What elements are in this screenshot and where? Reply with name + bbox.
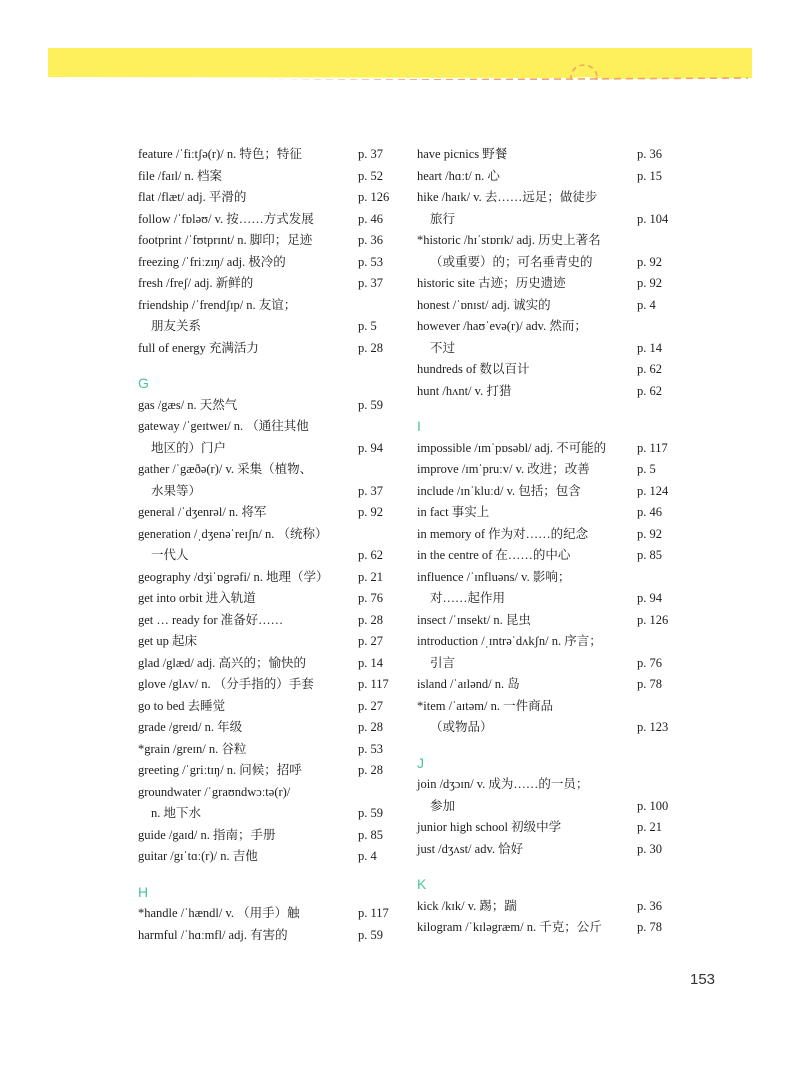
page-reference: p. 21 bbox=[358, 569, 383, 584]
page-reference: p. 78 bbox=[637, 920, 662, 934]
glossary-entry bbox=[138, 631, 388, 653]
glossary-entry bbox=[138, 459, 388, 502]
entry-text: 不过 bbox=[430, 340, 456, 355]
glossary-entry bbox=[417, 817, 667, 839]
entry-line bbox=[417, 295, 667, 317]
glossary-entry bbox=[417, 917, 667, 939]
entry-text: historic site 古迹；历史遗迹 bbox=[417, 276, 566, 290]
glossary-entry bbox=[417, 187, 667, 230]
page-reference: p. 104 bbox=[637, 211, 669, 226]
page-reference: p. 59 bbox=[358, 927, 383, 942]
page-reference: p. 59 bbox=[358, 806, 383, 820]
entry-line bbox=[417, 438, 667, 460]
entry-text: 一代人 bbox=[151, 548, 189, 562]
page-reference: p. 53 bbox=[358, 741, 383, 756]
page-reference: p. 94 bbox=[358, 440, 383, 455]
page-reference: p. 28 bbox=[358, 340, 383, 355]
entry-text: join /dʒɔɪn/ v. 成为……的一员； bbox=[417, 777, 589, 791]
page-reference: p. 4 bbox=[637, 297, 656, 312]
page-reference: p. 94 bbox=[637, 591, 662, 605]
glossary-entry bbox=[417, 839, 667, 861]
page-reference: p. 46 bbox=[358, 211, 383, 226]
entry-text: get … ready for 准备好…… bbox=[138, 612, 284, 627]
entry-text: general /ˈdʒenrəl/ n. 将军 bbox=[138, 505, 267, 519]
section-letter-heading: H bbox=[138, 883, 149, 900]
glossary-entry bbox=[417, 316, 667, 359]
entry-line bbox=[138, 273, 388, 295]
entry-text: just /dʒʌst/ adv. 恰好 bbox=[417, 841, 524, 856]
glossary-entry bbox=[138, 846, 388, 868]
entry-text: 旅行 bbox=[430, 211, 456, 226]
entry-line bbox=[138, 524, 388, 546]
entry-line bbox=[417, 631, 667, 653]
entry-continuation-line bbox=[138, 316, 388, 338]
entry-line bbox=[138, 846, 388, 868]
entry-continuation-line bbox=[138, 481, 388, 503]
entry-text: heart /hɑːt/ n. 心 bbox=[417, 168, 500, 183]
entry-continuation-line bbox=[417, 252, 667, 274]
page-reference: p. 62 bbox=[637, 362, 662, 376]
glossary-entry bbox=[417, 774, 667, 817]
page-reference: p. 92 bbox=[637, 526, 662, 541]
entry-continuation-line bbox=[138, 803, 388, 825]
entry-line bbox=[138, 782, 388, 804]
entry-text: kick /kɪk/ v. 踢；踹 bbox=[417, 898, 517, 913]
glossary-entry bbox=[138, 295, 388, 338]
glossary-entry bbox=[417, 230, 667, 273]
entry-continuation-line bbox=[417, 717, 667, 739]
glossary-entry bbox=[417, 545, 667, 567]
glossary-entry bbox=[138, 696, 388, 718]
glossary-entry bbox=[417, 631, 667, 674]
entry-text: generation /ˌdʒenəˈreɪʃn/ n. （统称） bbox=[138, 526, 328, 541]
entry-text: kilogram /ˈkɪləgræm/ n. 千克；公斤 bbox=[417, 920, 602, 934]
entry-line bbox=[138, 925, 388, 947]
entry-line bbox=[417, 610, 667, 632]
entry-line bbox=[417, 187, 667, 209]
entry-line bbox=[138, 653, 388, 675]
glossary-entry bbox=[417, 481, 667, 503]
entry-text: glad /glæd/ adj. 高兴的；愉快的 bbox=[138, 655, 307, 670]
entry-text: 引言 bbox=[430, 655, 456, 670]
right-index-column bbox=[417, 144, 667, 939]
page-reference: p. 5 bbox=[358, 319, 377, 333]
entry-text: （或重要）的；可名垂青史的 bbox=[430, 254, 593, 269]
entry-text: hundreds of 数以百计 bbox=[417, 362, 530, 376]
entry-text: greeting /ˈgriːtɪŋ/ n. 问候；招呼 bbox=[138, 763, 302, 777]
glossary-entry bbox=[138, 760, 388, 782]
page-reference: p. 37 bbox=[358, 483, 383, 498]
entry-text: get up 起床 bbox=[138, 634, 198, 648]
entry-text: full of energy 充满活力 bbox=[138, 340, 259, 355]
entry-text: gateway /ˈgeɪtweɪ/ n. （通往其他 bbox=[138, 419, 309, 433]
entry-text: flat /flæt/ adj. 平滑的 bbox=[138, 190, 247, 204]
entry-text: insect /ˈɪnsekt/ n. 昆虫 bbox=[417, 612, 531, 627]
section-letter-heading: K bbox=[417, 876, 427, 892]
entry-text: junior high school 初级中学 bbox=[417, 820, 562, 834]
entry-continuation-line bbox=[417, 588, 667, 610]
entry-line bbox=[138, 338, 388, 360]
glossary-entry bbox=[138, 739, 388, 761]
entry-text: in the centre of 在……的中心 bbox=[417, 548, 571, 562]
entry-line bbox=[417, 316, 667, 338]
entry-text: guide /gaɪd/ n. 指南；手册 bbox=[138, 827, 276, 842]
glossary-entry bbox=[417, 502, 667, 524]
entry-line bbox=[417, 166, 667, 188]
entry-line bbox=[417, 459, 667, 481]
entry-line bbox=[417, 567, 667, 589]
left-index-column bbox=[138, 144, 388, 946]
entry-line bbox=[138, 252, 388, 274]
entry-line bbox=[417, 545, 667, 567]
glossary-entry bbox=[138, 395, 388, 417]
entry-line bbox=[417, 674, 667, 696]
entry-line bbox=[138, 230, 388, 252]
glossary-entry bbox=[138, 230, 388, 252]
entry-line bbox=[138, 166, 388, 188]
page-reference: p. 46 bbox=[637, 505, 662, 519]
banner-graphic bbox=[48, 48, 752, 80]
entry-text: however /haʊˈevə(r)/ adv. 然而； bbox=[417, 319, 587, 333]
entry-text: groundwater /ˈgraʊndwɔːtə(r)/ bbox=[138, 784, 291, 799]
entry-text: have picnics 野餐 bbox=[417, 147, 508, 161]
entry-line bbox=[138, 825, 388, 847]
entry-text: file /faɪl/ n. 档案 bbox=[138, 168, 223, 183]
glossary-entry bbox=[138, 825, 388, 847]
page-reference: p. 76 bbox=[358, 591, 383, 605]
glossary-entry bbox=[417, 166, 667, 188]
page-reference: p. 62 bbox=[358, 548, 383, 562]
entry-line bbox=[138, 903, 388, 925]
entry-text: impossible /ɪmˈpɒsəbl/ adj. 不可能的 bbox=[417, 440, 607, 455]
entry-text: *handle /ˈhændl/ v. （用手）触 bbox=[138, 906, 300, 920]
entry-text: harmful /ˈhɑːmfl/ adj. 有害的 bbox=[138, 927, 288, 942]
glossary-entry bbox=[417, 144, 667, 166]
entry-line bbox=[138, 674, 388, 696]
page-reference: p. 62 bbox=[637, 383, 662, 398]
page-reference: p. 27 bbox=[358, 698, 383, 713]
glossary-entry bbox=[138, 782, 388, 825]
glossary-entry bbox=[138, 567, 388, 589]
entry-text: in memory of 作为对……的纪念 bbox=[417, 526, 589, 541]
entry-line bbox=[138, 760, 388, 782]
glossary-entry bbox=[417, 696, 667, 739]
glossary-entry bbox=[138, 903, 388, 925]
entry-line bbox=[417, 917, 667, 939]
entry-line bbox=[417, 381, 667, 403]
entry-text: go to bed 去睡觉 bbox=[138, 698, 226, 713]
entry-line bbox=[138, 209, 388, 231]
glossary-entry bbox=[138, 925, 388, 947]
page-reference: p. 5 bbox=[637, 462, 656, 476]
entry-line bbox=[138, 502, 388, 524]
page-reference: p. 21 bbox=[637, 820, 662, 834]
page-reference: p. 78 bbox=[637, 677, 662, 691]
entry-line bbox=[417, 817, 667, 839]
entry-line bbox=[138, 610, 388, 632]
page-reference: p. 14 bbox=[637, 340, 662, 355]
page-reference: p. 28 bbox=[358, 612, 383, 627]
glossary-entry bbox=[138, 209, 388, 231]
glossary-entry bbox=[417, 381, 667, 403]
entry-text: （或物品） bbox=[430, 720, 493, 734]
glossary-entry bbox=[138, 144, 388, 166]
section-letter-heading: G bbox=[138, 375, 149, 391]
entry-text: n. 地下水 bbox=[151, 806, 202, 820]
glossary-entry bbox=[417, 438, 667, 460]
glossary-entry bbox=[138, 166, 388, 188]
page-reference: p. 117 bbox=[358, 677, 389, 691]
page-reference: p. 36 bbox=[358, 233, 383, 247]
entry-line bbox=[138, 395, 388, 417]
glossary-entry bbox=[417, 524, 667, 546]
glossary-entry bbox=[417, 295, 667, 317]
entry-text: 对……起作用 bbox=[430, 591, 506, 605]
glossary-entry bbox=[138, 653, 388, 675]
page-reference: p. 30 bbox=[637, 841, 662, 856]
entry-line bbox=[417, 774, 667, 796]
glossary-entry bbox=[138, 674, 388, 696]
page-reference: p. 92 bbox=[637, 254, 662, 269]
entry-line bbox=[138, 717, 388, 739]
entry-line bbox=[417, 839, 667, 861]
entry-text: improve /ɪmˈpruːv/ v. 改进；改善 bbox=[417, 462, 590, 476]
page-reference: p. 52 bbox=[358, 168, 383, 183]
page-reference: p. 124 bbox=[637, 483, 669, 498]
glossary-entry bbox=[138, 338, 388, 360]
entry-text: footprint /ˈfʊtprɪnt/ n. 脚印；足迹 bbox=[138, 233, 313, 247]
entry-line bbox=[417, 144, 667, 166]
entry-line bbox=[138, 187, 388, 209]
page-reference: p. 76 bbox=[637, 655, 662, 670]
entry-text: geography /dʒiˈɒgrəfi/ n. 地理（学） bbox=[138, 569, 329, 584]
section-letter-heading: I bbox=[417, 418, 421, 434]
page-reference: p. 27 bbox=[358, 634, 383, 648]
entry-continuation-line bbox=[417, 338, 667, 360]
entry-text: 地区的）门户 bbox=[151, 440, 227, 455]
entry-text: *historic /hɪˈstɒrɪk/ adj. 历史上著名 bbox=[417, 233, 601, 247]
entry-text: follow /ˈfɒləʊ/ v. 按……方式发展 bbox=[138, 211, 314, 226]
entry-line bbox=[417, 896, 667, 918]
page-reference: p. 15 bbox=[637, 168, 662, 183]
entry-line bbox=[417, 481, 667, 503]
entry-text: feature /ˈfiːtʃə(r)/ n. 特色；特征 bbox=[138, 147, 302, 161]
page-reference: p. 126 bbox=[637, 612, 669, 627]
glossary-entry bbox=[417, 459, 667, 481]
page-reference: p. 117 bbox=[637, 440, 668, 455]
section-letter-heading: J bbox=[417, 754, 424, 771]
page-reference: p. 36 bbox=[637, 898, 662, 913]
page-reference: p. 123 bbox=[637, 720, 669, 734]
entry-text: introduction /ˌɪntrəˈdʌkʃn/ n. 序言； bbox=[417, 634, 602, 648]
entry-continuation-line bbox=[138, 545, 388, 567]
entry-continuation-line bbox=[138, 438, 388, 460]
entry-continuation-line bbox=[417, 653, 667, 675]
glossary-entry bbox=[138, 187, 388, 209]
entry-line bbox=[138, 739, 388, 761]
entry-line bbox=[417, 230, 667, 252]
entry-text: gas /gæs/ n. 天然气 bbox=[138, 397, 238, 412]
page-reference: p. 117 bbox=[358, 906, 389, 920]
page-reference: p. 4 bbox=[358, 849, 377, 863]
page-reference: p. 37 bbox=[358, 147, 383, 161]
entry-text: grade /greɪd/ n. 年级 bbox=[138, 720, 243, 734]
entry-line bbox=[417, 273, 667, 295]
glossary-entry bbox=[138, 252, 388, 274]
entry-continuation-line bbox=[417, 209, 667, 231]
entry-text: *item /ˈaɪtəm/ n. 一件商品 bbox=[417, 698, 554, 713]
entry-text: honest /ˈɒnɪst/ adj. 诚实的 bbox=[417, 297, 551, 312]
glossary-entry bbox=[417, 674, 667, 696]
entry-line bbox=[138, 631, 388, 653]
entry-line bbox=[138, 144, 388, 166]
entry-line bbox=[138, 696, 388, 718]
page-reference: p. 14 bbox=[358, 655, 383, 670]
page-reference: p. 92 bbox=[358, 505, 383, 519]
entry-text: include /ɪnˈkluːd/ v. 包括；包含 bbox=[417, 483, 581, 498]
entry-text: fresh /freʃ/ adj. 新鲜的 bbox=[138, 276, 254, 290]
entry-text: friendship /ˈfrendʃɪp/ n. 友谊； bbox=[138, 297, 297, 312]
entry-text: hike /haɪk/ v. 去……远足；做徒步 bbox=[417, 190, 598, 204]
entry-text: get into orbit 进入轨道 bbox=[138, 591, 256, 605]
entry-line bbox=[138, 295, 388, 317]
entry-text: gather /ˈgæðə(r)/ v. 采集（植物、 bbox=[138, 462, 313, 476]
entry-line bbox=[138, 459, 388, 481]
glossary-entry bbox=[138, 416, 388, 459]
page-reference: p. 28 bbox=[358, 763, 383, 777]
glossary-entry bbox=[138, 273, 388, 295]
entry-text: freezing /ˈfriːzɪŋ/ adj. 极冷的 bbox=[138, 254, 286, 269]
entry-line bbox=[417, 502, 667, 524]
page-reference: p. 85 bbox=[637, 548, 662, 562]
entry-text: in fact 事实上 bbox=[417, 505, 490, 519]
entry-line bbox=[138, 567, 388, 589]
page-reference: p. 37 bbox=[358, 276, 383, 290]
glossary-entry bbox=[417, 567, 667, 610]
page-reference: p. 28 bbox=[358, 720, 383, 734]
entry-text: 朋友关系 bbox=[151, 319, 202, 333]
page-reference: p. 92 bbox=[637, 276, 662, 290]
entry-line bbox=[417, 359, 667, 381]
entry-text: island /ˈaɪlənd/ n. 岛 bbox=[417, 677, 520, 691]
glossary-entry bbox=[138, 524, 388, 567]
entry-line bbox=[138, 416, 388, 438]
page-reference: p. 59 bbox=[358, 397, 383, 412]
glossary-entry bbox=[138, 588, 388, 610]
header-banner bbox=[48, 48, 752, 80]
glossary-entry bbox=[417, 273, 667, 295]
page-reference: p. 126 bbox=[358, 190, 390, 204]
entry-line bbox=[138, 588, 388, 610]
page-reference: p. 85 bbox=[358, 827, 383, 842]
glossary-entry bbox=[138, 610, 388, 632]
page-reference: p. 36 bbox=[637, 147, 662, 161]
glossary-entry bbox=[417, 896, 667, 918]
glossary-entry bbox=[138, 502, 388, 524]
entry-text: influence /ˈɪnfluəns/ v. 影响； bbox=[417, 569, 571, 584]
entry-text: 水果等） bbox=[151, 483, 202, 498]
entry-text: 参加 bbox=[430, 798, 456, 813]
glossary-entry bbox=[417, 610, 667, 632]
entry-continuation-line bbox=[417, 796, 667, 818]
glossary-entry bbox=[138, 717, 388, 739]
entry-text: hunt /hʌnt/ v. 打猎 bbox=[417, 383, 512, 398]
page-reference: p. 53 bbox=[358, 254, 383, 269]
entry-line bbox=[417, 696, 667, 718]
page-reference: p. 100 bbox=[637, 798, 669, 813]
entry-text: glove /glʌv/ n. （分手指的）手套 bbox=[138, 677, 314, 691]
entry-text: *grain /greɪn/ n. 谷粒 bbox=[138, 741, 247, 756]
entry-line bbox=[417, 524, 667, 546]
glossary-entry bbox=[417, 359, 667, 381]
entry-text: guitar /gɪˈtɑː(r)/ n. 吉他 bbox=[138, 849, 258, 863]
page-number: 153 bbox=[690, 971, 716, 988]
